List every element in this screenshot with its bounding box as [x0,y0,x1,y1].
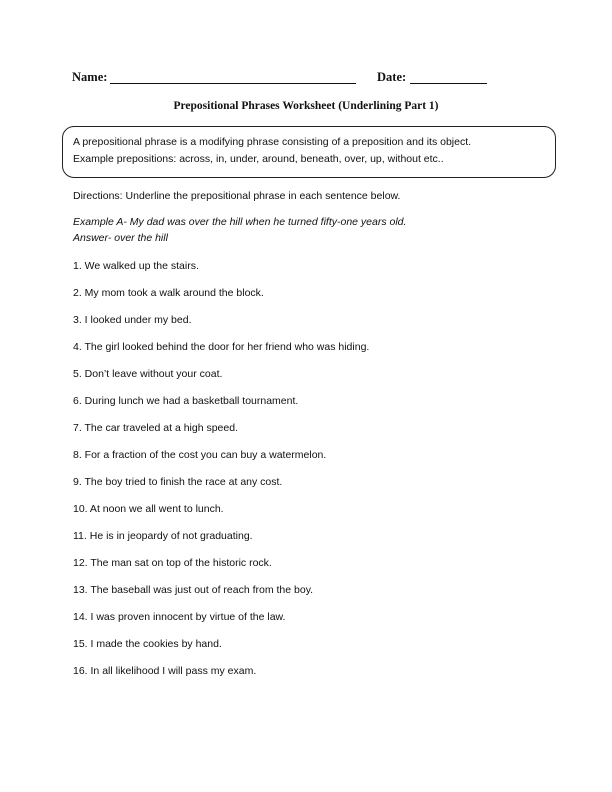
directions: Directions: Underline the prepositional phrase in each sentence below. [73,190,401,202]
name-label: Name: [72,70,108,84]
sentence-item: 15. I made the cookies by hand. [73,638,222,650]
sentence-item: 10. At noon we all went to lunch. [73,503,224,515]
definition-line: A prepositional phrase is a modifying phrase consisting of a preposition and its object. [73,136,472,148]
sentence-item: 12. The man sat on top of the historic rock. [73,557,272,569]
definition-box [62,126,556,178]
worksheet-title: Prepositional Phrases Worksheet (Underlining Part 1) [173,100,439,112]
sentence-item: 13. The baseball was just out of reach from the boy. [73,584,314,596]
name-blank-line[interactable] [110,83,356,84]
sentence-item: 1. We walked up the stairs. [73,260,199,272]
date-label: Date: [377,70,407,84]
sentence-item: 7. The car traveled at a high speed. [73,422,238,434]
example-sentence: Example A- My dad was over the hill when he turned fifty-one years old. [73,216,407,228]
date-blank-line[interactable] [410,83,487,84]
sentence-item: 9. The boy tried to finish the race at any cost. [73,476,283,488]
example-block [73,214,406,246]
example-prepositions-line: Example prepositions: across, in, under, around, beneath, over, up, without etc.. [73,153,444,165]
sentence-item: 2. My mom took a walk around the block. [73,287,264,299]
sentence-item: 5. Don’t leave without your coat. [73,368,223,380]
header-row [72,70,542,90]
sentence-item: 6. During lunch we had a basketball tournament. [73,395,299,407]
example-answer: Answer- over the hill [73,232,168,244]
sentence-item: 16. In all likelihood I will pass my exam. [73,665,257,677]
sentence-item: 4. The girl looked behind the door for her friend who was hiding. [73,341,370,353]
sentence-list [73,259,369,691]
sentence-item: 11. He is in jeopardy of not graduating. [73,530,253,542]
sentence-item: 14. I was proven innocent by virtue of the law. [73,611,286,623]
sentence-item: 3. I looked under my bed. [73,314,192,326]
sentence-item: 8. For a fraction of the cost you can buy a watermelon. [73,449,327,461]
